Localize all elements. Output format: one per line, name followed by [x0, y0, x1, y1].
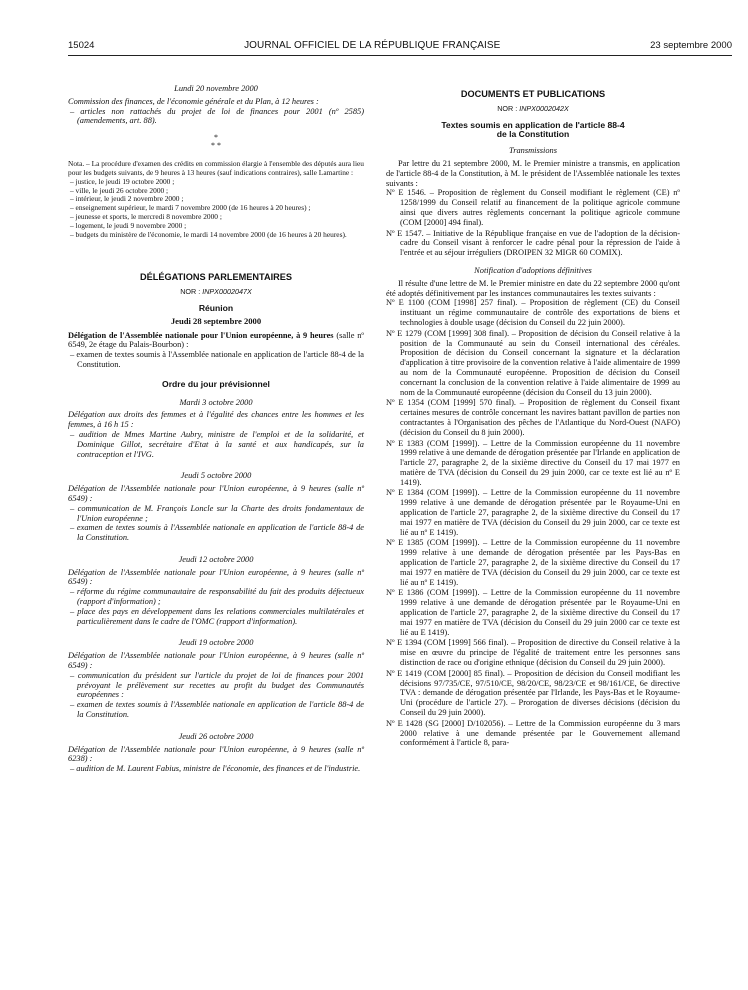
- list-item: Nº E 1428 (SG [2000] D/102056). – Lettre de la Commission européenne du 3 mars 2000 relative à une demande présentée par le Gouvernement allemand conformément à l'article 8, para-: [386, 718, 680, 748]
- issue-date: 23 septembre 2000: [650, 40, 732, 51]
- running-header: [68, 40, 732, 56]
- block-paragraph: Délégation de l'Assemblée nationale pour l'Union européenne, à 9 heures (salle nº 6549) :: [68, 567, 364, 587]
- list-item: Nº E 1547. – Initiative de la République française en vue de l'adoption de la décision-cadre du Conseil visant à renforcer le cadre pénal pour la répression de l'aide à l'entrée et au séjour irréguliers (DROIPEN 32 MIGR 60 COMIX).: [386, 228, 680, 258]
- block-date: Jeudi 26 octobre 2000: [178, 731, 254, 741]
- list-item: Nº E 1384 (COM [1999]). – Lettre de la Commission européenne du 11 novembre 1999 relative à une demande de dérogation présentée par le Royaume-Uni en application de l'article 27, paragraphe 2, de la sixième directive du Conseil du 17 mai 1977 en matière de TVA (décision du Conseil du 29 juin 2000, car ce texte est lié au nº E 1419).: [386, 488, 680, 537]
- list-item: Nº E 1100 (COM [1998] 257 final). – Proposition de règlement (CE) du Conseil instituant un régime communautaire de contrôle des exportations de biens et technologies à double usage (décision du Conseil du 22 juin 2000).: [386, 298, 680, 327]
- block-paragraph: Délégation de l'Assemblée nationale pour l'Union européenne, à 9 heures (salle nº 6549) :: [68, 651, 364, 671]
- reunion-paragraph: Délégation de l'Assemblée nationale pour l'Union européenne, à 9 heures (salle nº 6549, 2e étage du Palais-Bourbon) :: [68, 330, 365, 350]
- list-item: – ville, le jeudi 26 octobre 2000 ;: [70, 185, 169, 195]
- left-column: [68, 84, 364, 774]
- reunion-date: Jeudi 28 septembre 2000: [170, 315, 262, 326]
- journal-title: JOURNAL OFFICIEL DE LA RÉPUBLIQUE FRANÇAISE: [244, 40, 501, 51]
- nor-code: INPX0002047X: [202, 287, 252, 297]
- list-item: Nº E 1383 (COM [1999]). – Lettre de la Commission européenne du 11 novembre 1999 relative à une demande de dérogation présentée par l'Irlande en application de l'article 27, paragraphe 2, de la sixième directive du Conseil du 17 mai 1977 en matière de TVA (décision du Conseil du 29 juin 2000, car ce texte est lié au nº E 1419).: [386, 438, 680, 487]
- ordre-block: [68, 555, 364, 627]
- list-item: – audition de M. Laurent Fabius, ministre de l'économie, des finances et de l'industrie.: [70, 764, 361, 774]
- page-number: 15024: [68, 40, 95, 51]
- nor-code: INPX0002042X: [519, 103, 569, 113]
- block-paragraph: Délégation aux droits des femmes et à l'égalité des chances entre les hommes et les femmes, à 16 h 15 :: [68, 410, 364, 430]
- block-date: Jeudi 5 octobre 2000: [180, 471, 252, 481]
- nor-line: NOR : INPX0002042X: [497, 103, 569, 113]
- block-date: Jeudi 19 octobre 2000: [178, 638, 254, 648]
- block-date: Jeudi 12 octobre 2000: [178, 554, 254, 564]
- reunion-heading: Réunion: [198, 302, 234, 313]
- separator-stars: * * *: [211, 133, 221, 151]
- notification-list: [386, 298, 680, 748]
- nota-paragraph: Nota. – La procédure d'examen des crédits en commission élargie à l'ensemble des députés aura lieu pour les budgets suivants, de 9 heures à 13 heures (sauf indications contraires), salle Lamartine :: [68, 159, 364, 177]
- ordre-block: [68, 398, 364, 460]
- list-item: – articles non rattachés du projet de loi de finances pour 2001 (nº 2585) (amendements, art. 88).: [70, 106, 364, 126]
- list-item: – budgets du ministère de l'économie, le mardi 14 novembre 2000 (de 16 heures à 20 heures).: [70, 229, 347, 239]
- list-item: – examen de textes soumis à l'Assemblée nationale en application de l'article 88-4 de la Constitution.: [70, 350, 364, 369]
- notification-intro: Il résulte d'une lettre de M. le Premier ministre en date du 22 septembre 2000 qu'ont été adoptés définitivement par les instances communautaires les textes suivants :: [386, 278, 680, 298]
- list-item: Nº E 1354 (COM [1999] 570 final). – Proposition de règlement du Conseil fixant certaines mesures de contrôle concernant les navires battant pavillon de parties non contractantes à l'Organisation des pêches de l'Atlantique du Nord-Ouest (NAFO) (décision du Conseil du 8 juin 2000).: [386, 398, 680, 437]
- list-item: Nº E 1385 (COM [1999]). – Lettre de la Commission européenne du 11 novembre 1999 relative à une demande de dérogation présentée par les Pays-Bas en application de l'article 27, paragraphe 2, de la sixième directive du Conseil du 17 mai 1977 en matière de TVA (décision du Conseil du 29 juin 2000, car ce texte est lié au nº E 1419).: [386, 538, 680, 587]
- ordre-block: [68, 471, 364, 543]
- list-item: Nº E 1386 (COM [1999]). – Lettre de la Commission européenne du 11 novembre 1999 relative à une demande de dérogation présentée par le Royaume-Uni en application de l'article 27, paragraphe 2, de la sixième directive du Conseil du 17 mai 1977 en matière de TVA (décision du Conseil du 29 juin 2000 car ce texte est lié au E 1419).: [386, 588, 680, 637]
- right-column: [386, 84, 680, 749]
- list-item: – justice, le jeudi 19 octobre 2000 ;: [70, 176, 175, 186]
- block-paragraph: Délégation de l'Assemblée nationale pour l'Union européenne, à 9 heures (salle nº 6549) :: [68, 484, 364, 503]
- list-item: – logement, le jeudi 9 novembre 2000 ;: [70, 220, 187, 230]
- list-item: – intérieur, le jeudi 2 novembre 2000 ;: [70, 194, 184, 204]
- nor-line: NOR : INPX0002047X: [180, 287, 252, 297]
- session-date: Lundi 20 novembre 2000: [174, 84, 258, 93]
- textes-subtitle: Textes soumis en application de l'article 88-4: [441, 119, 625, 130]
- list-item: – enseignement supérieur, le mardi 7 novembre 2000 (de 16 heures à 20 heures) ;: [70, 203, 311, 213]
- ordre-block: [68, 638, 364, 719]
- list-item: Nº E 1419 (COM [2000] 85 final). – Proposition de décision du Conseil modifiant les décisions 97/735/CE, 97/510/CE, 98/20/CE, 98/23/CE et 98/161/CE, 6e directive TVA : demande de dérogation présentée par l'Irlande, les Pays-Bas et le Royaume-Uni (procédure de l'article 27). – Prorogation de diverses décisions (décision du Conseil du 29 juin 2000).: [386, 668, 680, 718]
- block-paragraph: Délégation de l'Assemblée nationale pour l'Union européenne, à 9 heures (salle nº 6238) :: [68, 744, 364, 764]
- list-item: Nº E 1546. – Proposition de règlement du Conseil modifiant le règlement (CE) nº 1258/1999 du Conseil relatif au financement de la politique agricole commune ainsi que divers autres règlements concernant la politique agricole commune (COM [2000] 494 final).: [386, 188, 680, 227]
- textes-subtitle-2: de la Constitution: [496, 129, 570, 140]
- list-item: – jeunesse et sports, le mercredi 8 novembre 2000 ;: [70, 211, 222, 221]
- list-item: – place des pays en développement dans les relations commerciales multilatérales et particulièrement dans le cadre de l'OMC (rapport d'information).: [70, 606, 364, 626]
- list-item: – audition de Mmes Martine Aubry, ministre de l'emploi et de la solidarité, et Dominique Gillot, secrétaire d'Etat à la santé et aux handicapés, sur la contraception et l'IVG.: [70, 429, 364, 459]
- transmissions-heading: Transmissions: [509, 146, 557, 156]
- list-item: Nº E 1279 (COM [1999] 308 final). – Proposition de décision du Conseil relative à la position de la Communauté au sein du Conseil international des céréales. Proposition de décision du Conseil concernant la signature et la déclaration d'application à titre provisoire de la convention relative à l'aide alimentaire de 1999 au nom de la Communauté européenne. Proposition de décision du Conseil concernant la conclusion de la convention relative à l'aide alimentaire de 1999 au nom de la Communauté européenne (décision du Conseil du 13 juin 2000).: [386, 328, 680, 397]
- commission-paragraph: Commission des finances, de l'économie générale et du Plan, à 12 heures :: [68, 96, 319, 106]
- transmissions-intro: Par lettre du 21 septembre 2000, M. le Premier ministre a transmis, en application de l'article 88-4 de la Constitution, à M. le président de l'Assemblée nationale les textes suivants :: [386, 158, 680, 188]
- list-item: – examen de textes soumis à l'Assemblée nationale en application de l'article 88-4 de la Constitution.: [70, 523, 364, 543]
- list-item: – communication du président sur l'article du projet de loi de finances pour 2001 prévoyant le prélèvement sur recettes au profit du budget des Communautés européennes :: [70, 670, 364, 700]
- list-item: – communication de M. François Loncle sur la Charte des droits fondamentaux de l'Union européenne ;: [70, 503, 364, 523]
- commission-items: [68, 107, 364, 127]
- delegations-title: DÉLÉGATIONS PARLEMENTAIRES: [139, 272, 293, 283]
- list-item: – réforme du régime communautaire de responsabilité du fait des produits défectueux (rapport d'information) ;: [70, 587, 364, 607]
- notification-heading: Notification d'adoptions définitives: [474, 265, 592, 275]
- ordre-block: [68, 732, 364, 774]
- documents-title: DOCUMENTS ET PUBLICATIONS: [460, 89, 606, 99]
- transmissions-list: [386, 188, 680, 258]
- list-item: Nº E 1394 (COM [1999] 566 final). – Proposition de directive du Conseil relative à la mise en œuvre du principe de l'égalité de traitement entre les personnes sans distinction de race ou d'origine ethnique (décision du Conseil du 29 juin 2000).: [386, 638, 680, 668]
- nota-items: [68, 178, 364, 240]
- list-item: – examen de textes soumis à l'Assemblée nationale en application de l'article 88-4 de la Constitution.: [70, 700, 364, 720]
- ordre-title: Ordre du jour prévisionnel: [162, 378, 270, 389]
- reunion-items: [68, 350, 364, 370]
- block-date: Mardi 3 octobre 2000: [179, 397, 253, 407]
